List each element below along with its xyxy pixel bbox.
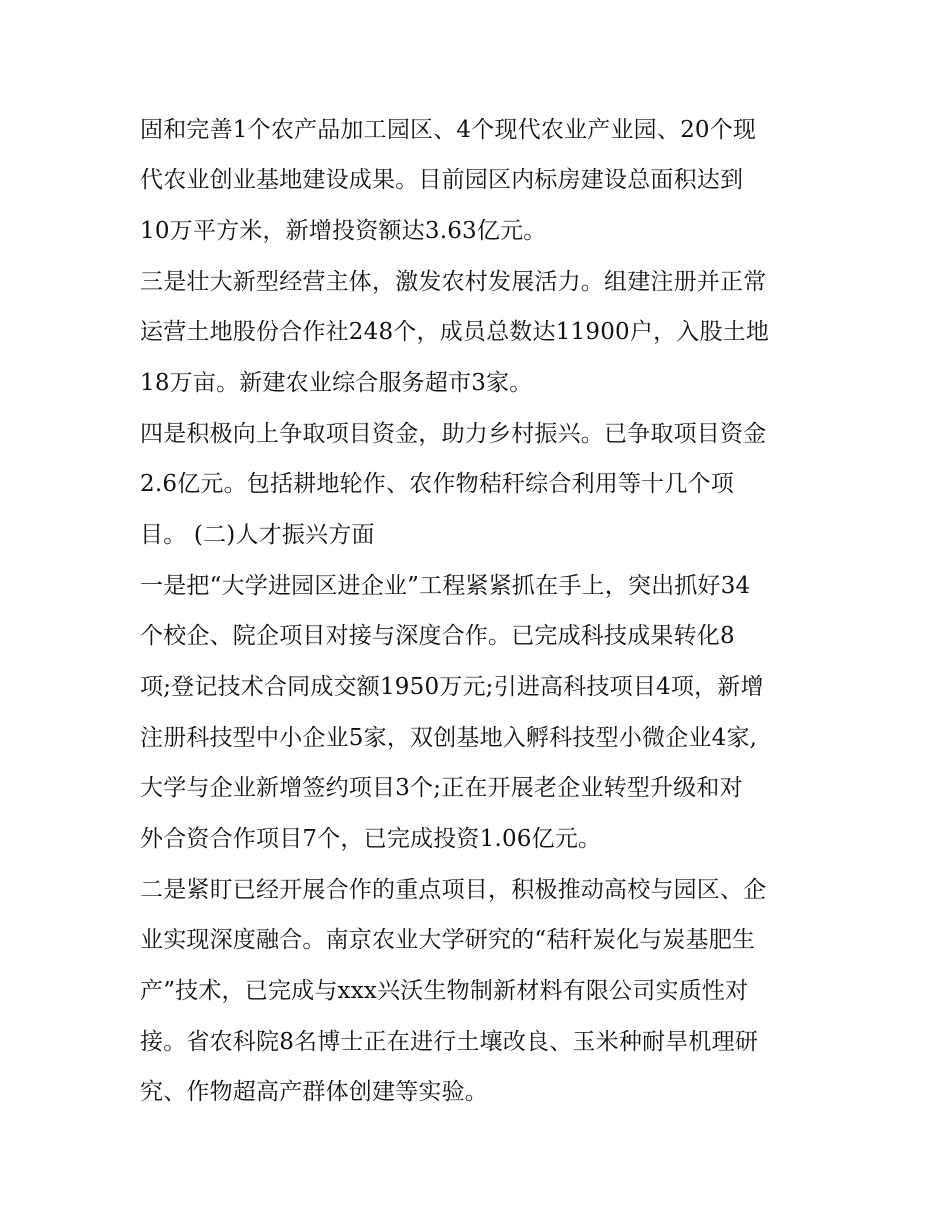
text-line: 10万平方米，新增投资额达3.63亿元。 <box>140 218 547 244</box>
text-line: 外合资合作项目7个，已完成投资1.06亿元。 <box>140 826 602 852</box>
text-line: 一是把“大学进园区进企业”工程紧紧抓在手上，突出抓好34 <box>140 573 751 599</box>
text-line: 究、作物超高产群体创建等实验。 <box>140 1079 488 1105</box>
text-line: 大学与企业新增签约项目3个;正在开展老企业转型升级和对 <box>140 775 743 801</box>
text-line: 项;登记技术合同成交额1950万元;引进高科技项目4项，新增 <box>140 674 764 700</box>
text-line: 三是壮大新型经营主体，激发农村发展活力。组建注册并正常 <box>140 269 767 295</box>
text-line: 业实现深度融合。南京农业大学研究的“秸秆炭化与炭基肥生 <box>140 927 756 953</box>
text-line: 固和完善1个农产品加工园区、4个现代农业产业园、20个现 <box>140 117 757 143</box>
text-line: 18万亩。新建农业综合服务超市3家。 <box>140 370 533 396</box>
text-line: 接。省农科院8名博士正在进行土壤改良、玉米种耐旱机理研 <box>140 1029 759 1055</box>
text-line: 代农业创业基地建设成果。目前园区内标房建设总面积达到 <box>140 167 744 193</box>
text-line: 四是积极向上争取项目资金，助力乡村振兴。已争取项目资金 <box>140 421 767 447</box>
text-line: 注册科技型中小企业5家，双创基地入孵科技型小微企业4家, <box>140 725 758 751</box>
text-line: 二是紧盯已经开展合作的重点项目，积极推动高校与园区、企 <box>140 877 767 903</box>
text-line: 运营土地股份合作社248个，成员总数达11900户，入股土地 <box>140 319 770 345</box>
text-line: 2.6亿元。包括耕地轮作、农作物秸秆综合利用等十几个项 <box>140 471 734 497</box>
text-line: 目。 (二)人才振兴方面 <box>140 522 375 548</box>
text-line: 个校企、院企项目对接与深度合作。已完成科技成果转化8 <box>140 623 735 649</box>
text-line: 产”技术，已完成与xxx兴沃生物制新材料有限公司实质性对 <box>140 978 749 1004</box>
